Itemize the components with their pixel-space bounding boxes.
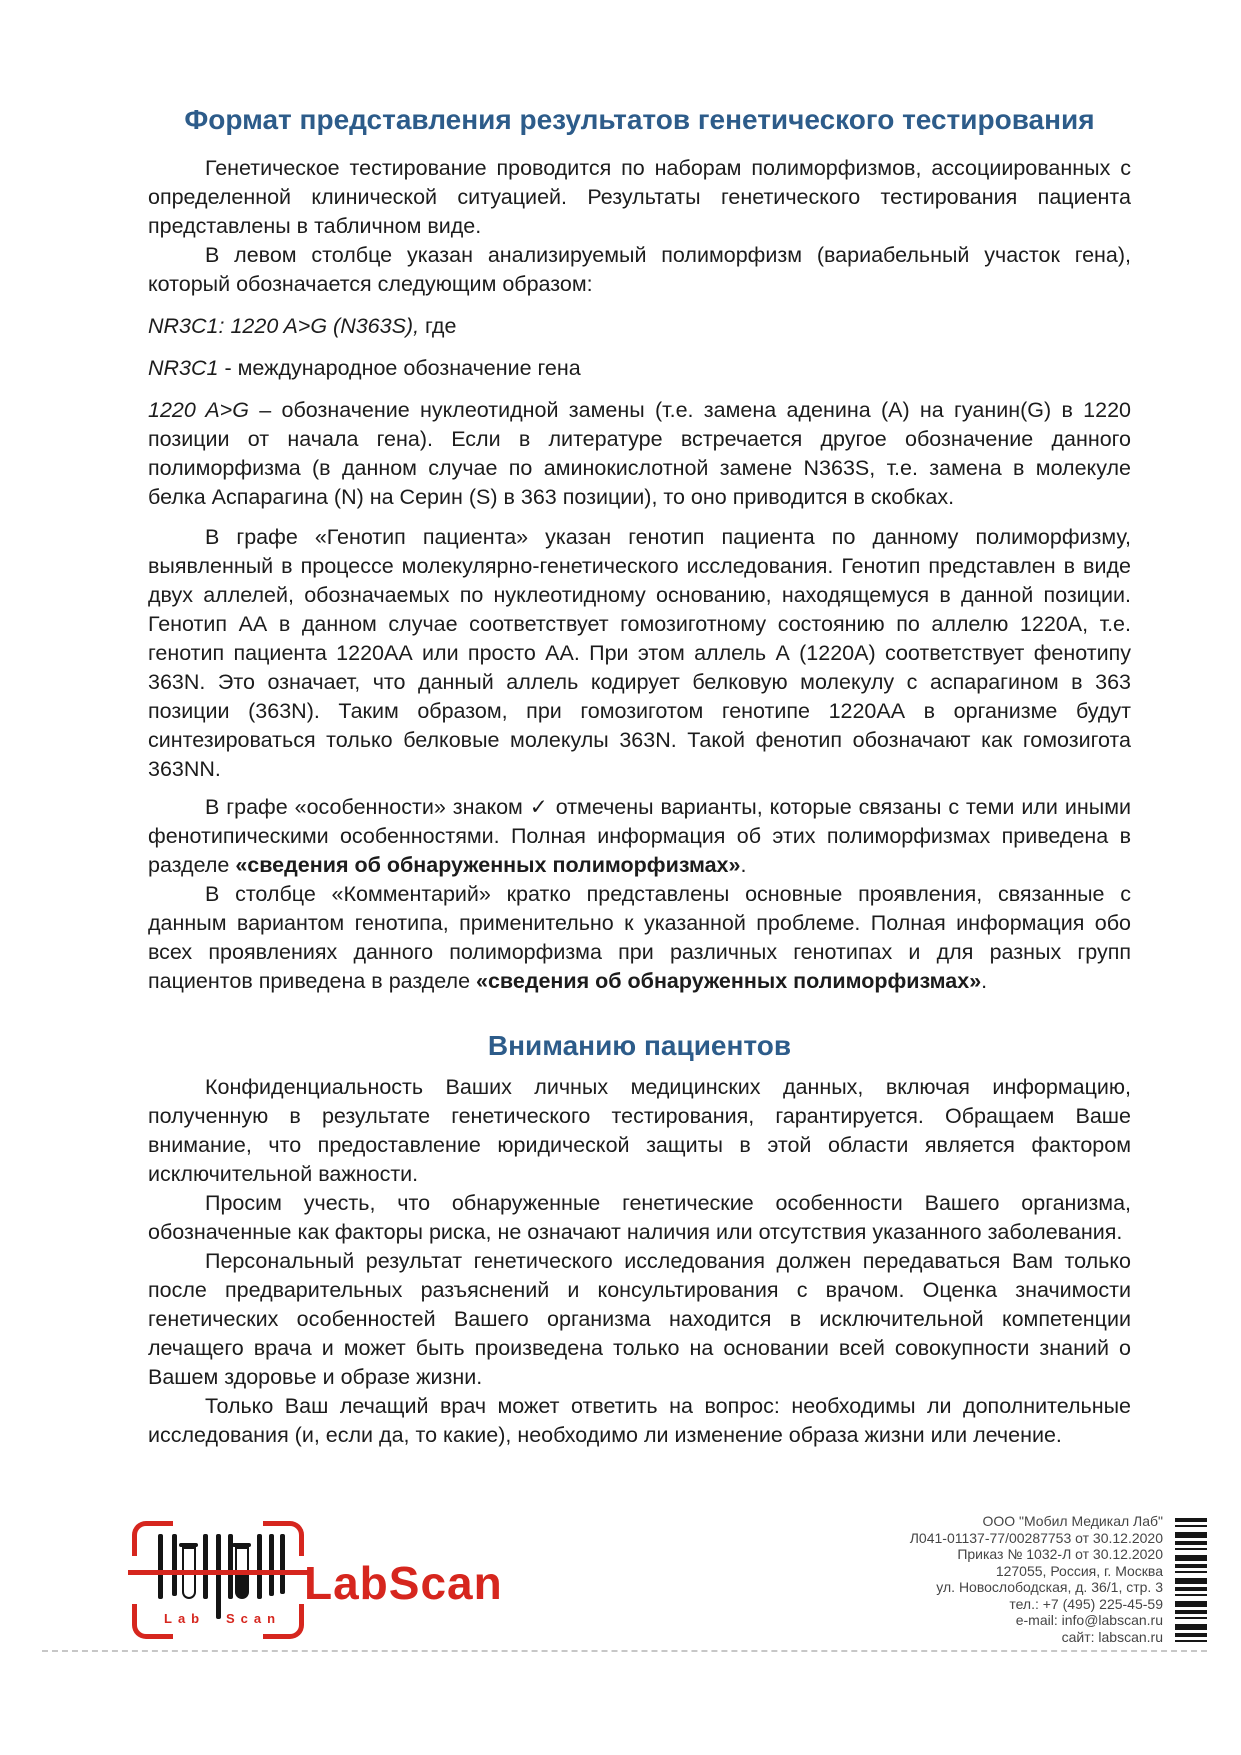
barcode-bar (172, 1534, 177, 1596)
document-title: Формат представления результатов генетического тестирования (184, 104, 1095, 135)
logo-label-lab: Lab (164, 1611, 206, 1626)
barcode-bar (216, 1534, 221, 1619)
section1-paragraphs (148, 154, 1131, 996)
text-run: – обозначение нуклеотидной замены (т.е. замена аденина (А) на гуанин(G) в 1220 позиции от начала гена). Если в литературе встречается другое обозначение данного полиморфизма (в данном случае по аминокислотной замене N363S, т.е. замена в молекуле белка Аспарагина (N) на Серин (S) в 363 позиции), то оно приводится в скобках. (148, 398, 1132, 509)
text-run: В левом столбце указан анализируемый полиморфизм (вариабельный участок гена), который обозначается следующим образом: (148, 243, 1131, 296)
section2-title: Вниманию пациентов (487, 1030, 792, 1061)
text-run: В столбце «Комментарий» кратко представлены основные проявления, связанные с данным вариантом генотипа, применительно к указанной проблеме. Полная информация обо всех проявлениях данного полиморфизма при различных генотипах и для разных групп пациентов приведена в разделе (148, 882, 1131, 993)
text-run: NR3C1 (148, 356, 219, 380)
text-run: NR3C1: 1220 A>G (N363S), (148, 314, 420, 338)
text-run: «сведения об обнаруженных полиморфизмах» (235, 853, 741, 877)
text-run: Персональный результат генетического исследования должен передаваться Вам только после предварительных разъяснений и консультирования с врачом. Оценка значимости генетических особенностей Вашего организма находится в исключительной компетенции лечащего врача и может быть произведена только на основании всей совокупности знаний о Вашем здоровье и образе жизни. (148, 1249, 1131, 1389)
footer-company-line: ул. Новослободская, д. 36/1, стр. 3 (936, 1579, 1163, 1595)
company-info (910, 1513, 1163, 1645)
text-run: . (740, 853, 747, 877)
text-run: Только Ваш лечащий врач может ответить на вопрос: необходимы ли дополнительные исследования (и, если да, то какие), необходимо ли изменение образа жизни или лечение. (148, 1394, 1131, 1447)
footer-company-line: e-mail: info@labscan.ru (1015, 1612, 1163, 1628)
document-body (148, 102, 1131, 1450)
paragraph (148, 241, 1131, 299)
barcode-bar (203, 1534, 208, 1599)
footer-company-line: ООО "Мобил Медикал Лаб" (982, 1513, 1163, 1529)
footer-company-line: Приказ № 1032-Л от 30.12.2020 (957, 1546, 1163, 1562)
text-run: - международное обозначение гена (218, 356, 581, 380)
paragraph (148, 1189, 1131, 1247)
barcode-icon (1175, 1518, 1207, 1647)
footer-company-line: Л041-01137-77/00287753 от 30.12.2020 (909, 1529, 1163, 1546)
labscan-logo-icon (138, 1521, 302, 1639)
footer-company-line: сайт: labscan.ru (1061, 1628, 1163, 1645)
paragraph (148, 396, 1131, 512)
text-run: 1220 A>G (148, 398, 249, 422)
logo-label-scan: Scan (226, 1611, 282, 1626)
text-run: где (419, 314, 457, 338)
paragraph (148, 1073, 1131, 1189)
barcode-bar (269, 1534, 274, 1596)
paragraph (148, 1247, 1131, 1392)
paragraph (148, 312, 1131, 341)
barcode-bar (158, 1534, 163, 1599)
text-run: . (981, 969, 988, 993)
section2-paragraphs (148, 1073, 1131, 1450)
paragraph (148, 523, 1131, 784)
logo-frame-corner (132, 1521, 173, 1556)
text-run: Конфиденциальность Ваших личных медицинских данных, включая информацию, полученную в результате генетического тестирования, гарантируется. Обращаем Ваше внимание, что предоставление юридической защиты в этой области является фактором исключительной важности. (148, 1075, 1131, 1186)
paragraph (148, 1392, 1131, 1450)
barcode-bar (280, 1534, 285, 1594)
text-run: В графе «Генотип пациента» указан генотип пациента по данному полиморфизму, выявленный в процессе молекулярно-генетического исследования. Генотип представлен в виде двух аллелей, обозначаемых по нуклеотидному основанию, находящемуся в данной позиции. Генотип АА в данном случае соответствует гомозиготному состоянию по аллелю 1220А, т.е. генотип пациента 1220АА или просто АА. При этом аллель А (1220А) соответствует фенотипу 363N. Это означает, что данный аллель кодирует белковую молекулу с аспарагином в 363 позиции (363N). Таким образом, при гомозиготом генотипе 1220АА в организме будут синтезироваться только белковые молекулы 363N. Такой фенотип обозначают как гомозигота 363NN. (148, 525, 1131, 781)
text-run: «сведения об обнаруженных полиморфизмах» (476, 969, 982, 993)
text-run: Просим учесть, что обнаруженные генетические особенности Вашего организма, обозначенные как факторы риска, не означают наличия или отсутствия указанного заболевания. (148, 1191, 1131, 1244)
text-run: В графе «особенности» знаком ✓ отмечены варианты, которые связаны с теми или иными фенотипическими особенностями. Полная информация об этих полиморфизмах приведена в разделе (148, 795, 1131, 877)
footer-company-line: тел.: +7 (495) 225-45-59 (1009, 1595, 1163, 1612)
paragraph (148, 793, 1131, 880)
text-run: Генетическое тестирование проводится по наборам полиморфизмов, ассоциированных с определенной клинической ситуацией. Результаты генетического тестирования пациента представлены в табличном виде. (148, 156, 1131, 238)
paragraph (148, 354, 1131, 383)
paragraph (148, 880, 1131, 996)
barcode-bar (257, 1534, 262, 1599)
brand-wordmark: LabScan (304, 1557, 503, 1609)
cut-line (42, 1650, 1207, 1652)
footer-company-line: 127055, Россия, г. Москва (995, 1562, 1163, 1579)
paragraph (148, 154, 1131, 241)
scan-line (128, 1570, 308, 1575)
